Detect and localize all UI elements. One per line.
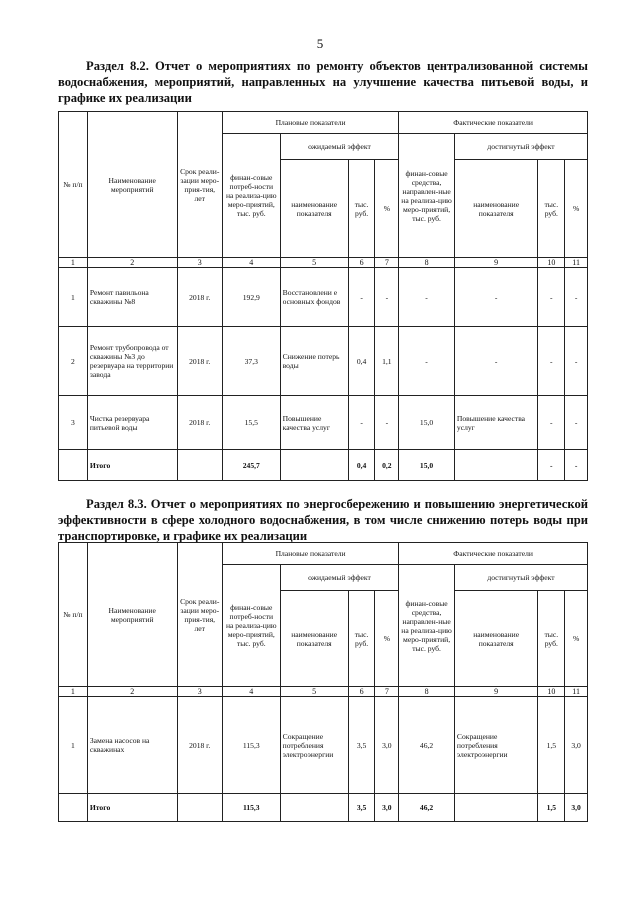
row-num: 2 (59, 327, 88, 396)
table-row (59, 396, 588, 450)
section-8-2-table (58, 111, 588, 481)
row-term: 2018 г. (177, 396, 222, 450)
row-term: 2018 г. (177, 697, 222, 794)
col-number: 10 (538, 687, 565, 697)
col-number: 2 (87, 687, 177, 697)
page-number: 5 (316, 36, 324, 51)
row-plan-fin: 115,3 (222, 697, 280, 794)
col-number: 5 (280, 687, 348, 697)
header-term: Срок реали-зации меро-прия-тия, лет (177, 112, 222, 258)
col-number: 3 (177, 258, 222, 268)
header-ach-th: тыс. руб. (538, 591, 565, 687)
table-row (59, 268, 588, 327)
total-fact-fin: 46,2 (399, 794, 455, 822)
col-number: 8 (399, 687, 455, 697)
row-exp-th: - (348, 396, 375, 450)
col-number: 9 (454, 258, 538, 268)
row-num: 3 (59, 396, 88, 450)
header-name: Наименование мероприятий (87, 543, 177, 687)
row-ach-pct: - (565, 327, 588, 396)
header-expected: ожидаемый эффект (280, 565, 399, 591)
row-plan-fin: 15,5 (222, 396, 280, 450)
row-ach-name: - (454, 268, 538, 327)
col-number: 4 (222, 258, 280, 268)
col-number: 4 (222, 687, 280, 697)
col-number: 1 (59, 258, 88, 268)
header-exp-th: тыс. руб. (348, 591, 375, 687)
row-num: 1 (59, 268, 88, 327)
row-plan-fin: 37,3 (222, 327, 280, 396)
header-achieved: достигнутый эффект (454, 565, 587, 591)
header-achieved: достигнутый эффект (454, 134, 587, 160)
col-number: 3 (177, 687, 222, 697)
header-exp-name: наименование показателя (280, 160, 348, 258)
header-exp-pct: % (375, 160, 399, 258)
header-fact: Фактические показатели (399, 112, 588, 134)
col-number: 2 (87, 258, 177, 268)
total-fact-fin: 15,0 (399, 450, 455, 481)
column-numbers-row (59, 258, 588, 268)
row-ach-pct: - (565, 268, 588, 327)
col-number: 7 (375, 258, 399, 268)
col-number: 7 (375, 687, 399, 697)
row-num: 1 (59, 697, 88, 794)
total-plan-fin: 115,3 (222, 794, 280, 822)
row-exp-pct: 3,0 (375, 697, 399, 794)
total-plan-fin: 245,7 (222, 450, 280, 481)
total-ach-pct: 3,0 (565, 794, 588, 822)
total-label: Итого (87, 794, 177, 822)
header-name: Наименование мероприятий (87, 112, 177, 258)
header-exp-th: тыс. руб. (348, 160, 375, 258)
total-ach-th: - (538, 450, 565, 481)
table-row (59, 697, 588, 794)
total-exp-th: 0,4 (348, 450, 375, 481)
row-name: Ремонт трубопровода от скважины №3 до резервуара на территории завода (87, 327, 177, 396)
row-ach-pct: 3,0 (565, 697, 588, 794)
total-exp-th: 3,5 (348, 794, 375, 822)
header-fact: Фактические показатели (399, 543, 588, 565)
header-ach-pct: % (565, 160, 588, 258)
col-number: 11 (565, 258, 588, 268)
row-exp-th: 3,5 (348, 697, 375, 794)
header-ach-name: наименование показателя (454, 160, 538, 258)
row-ach-name: - (454, 327, 538, 396)
section-8-3-title: Раздел 8.3. Отчет о мероприятиях по энергосбережению и повышению энергетической эффективности в сфере холодного водоснабжения, в том числе снижению потерь воды при транспортировке, и графике их реализации (58, 497, 588, 543)
header-plan-fin: финан-совые потреб-ности на реализа-цию меро-приятий, тыс. руб. (222, 134, 280, 258)
row-fact-fin: 15,0 (399, 396, 455, 450)
header-ach-name: наименование показателя (454, 591, 538, 687)
row-ach-name: Повышение качества услуг (454, 396, 538, 450)
row-exp-name: Повышение качества услуг (280, 396, 348, 450)
col-number: 8 (399, 258, 455, 268)
row-exp-name: Сокращение потребления электроэнергии (280, 697, 348, 794)
row-ach-th: - (538, 268, 565, 327)
col-number: 11 (565, 687, 588, 697)
header-fact-fin: финан-совые средства, направлен-ные на реализа-цию меро-приятий, тыс. руб. (399, 134, 455, 258)
row-exp-name: Восстановлени е основных фондов (280, 268, 348, 327)
row-exp-th: 0,4 (348, 327, 375, 396)
header-fact-fin: финан-совые средства, направлен-ные на реализа-цию меро-приятий, тыс. руб. (399, 565, 455, 687)
total-ach-pct: - (565, 450, 588, 481)
header-term: Срок реали-зации меро-прия-тия, лет (177, 543, 222, 687)
section-8-3-table (58, 542, 588, 822)
row-exp-pct: - (375, 268, 399, 327)
total-row (59, 794, 588, 822)
row-fact-fin: - (399, 268, 455, 327)
row-ach-th: - (538, 327, 565, 396)
row-fact-fin: - (399, 327, 455, 396)
col-number: 10 (538, 258, 565, 268)
section-8-2-title: Раздел 8.2. Отчет о мероприятиях по ремонту объектов централизованной системы водоснабжения, мероприятий, направленных на улучшение качества питьевой воды, и графике их реализации (58, 59, 588, 105)
row-exp-th: - (348, 268, 375, 327)
table-row (59, 327, 588, 396)
col-number: 6 (348, 258, 375, 268)
total-ach-th: 1,5 (538, 794, 565, 822)
row-exp-name: Снижение потерь воды (280, 327, 348, 396)
total-row (59, 450, 588, 481)
col-number: 1 (59, 687, 88, 697)
row-name: Ремонт павильона скважины №8 (87, 268, 177, 327)
row-exp-pct: - (375, 396, 399, 450)
header-ach-th: тыс. руб. (538, 160, 565, 258)
row-ach-name: Сокращение потребления электроэнергии (454, 697, 538, 794)
column-numbers-row (59, 687, 588, 697)
header-ach-pct: % (565, 591, 588, 687)
row-plan-fin: 192,9 (222, 268, 280, 327)
row-name: Чистка резервуара питьевой воды (87, 396, 177, 450)
header-plan-fin: финан-совые потреб-ности на реализа-цию меро-приятий, тыс. руб. (222, 565, 280, 687)
header-plan: Плановые показатели (222, 543, 398, 565)
row-ach-pct: - (565, 396, 588, 450)
header-num: № п/п (59, 543, 88, 687)
row-name: Замена насосов на скважинах (87, 697, 177, 794)
row-term: 2018 г. (177, 268, 222, 327)
row-exp-pct: 1,1 (375, 327, 399, 396)
header-exp-name: наименование показателя (280, 591, 348, 687)
header-expected: ожидаемый эффект (280, 134, 399, 160)
col-number: 9 (454, 687, 538, 697)
row-fact-fin: 46,2 (399, 697, 455, 794)
row-ach-th: 1,5 (538, 697, 565, 794)
header-plan: Плановые показатели (222, 112, 398, 134)
header-exp-pct: % (375, 591, 399, 687)
total-exp-pct: 3,0 (375, 794, 399, 822)
total-exp-pct: 0,2 (375, 450, 399, 481)
col-number: 5 (280, 258, 348, 268)
row-ach-th: - (538, 396, 565, 450)
col-number: 6 (348, 687, 375, 697)
header-num: № п/п (59, 112, 88, 258)
total-label: Итого (87, 450, 177, 481)
row-term: 2018 г. (177, 327, 222, 396)
